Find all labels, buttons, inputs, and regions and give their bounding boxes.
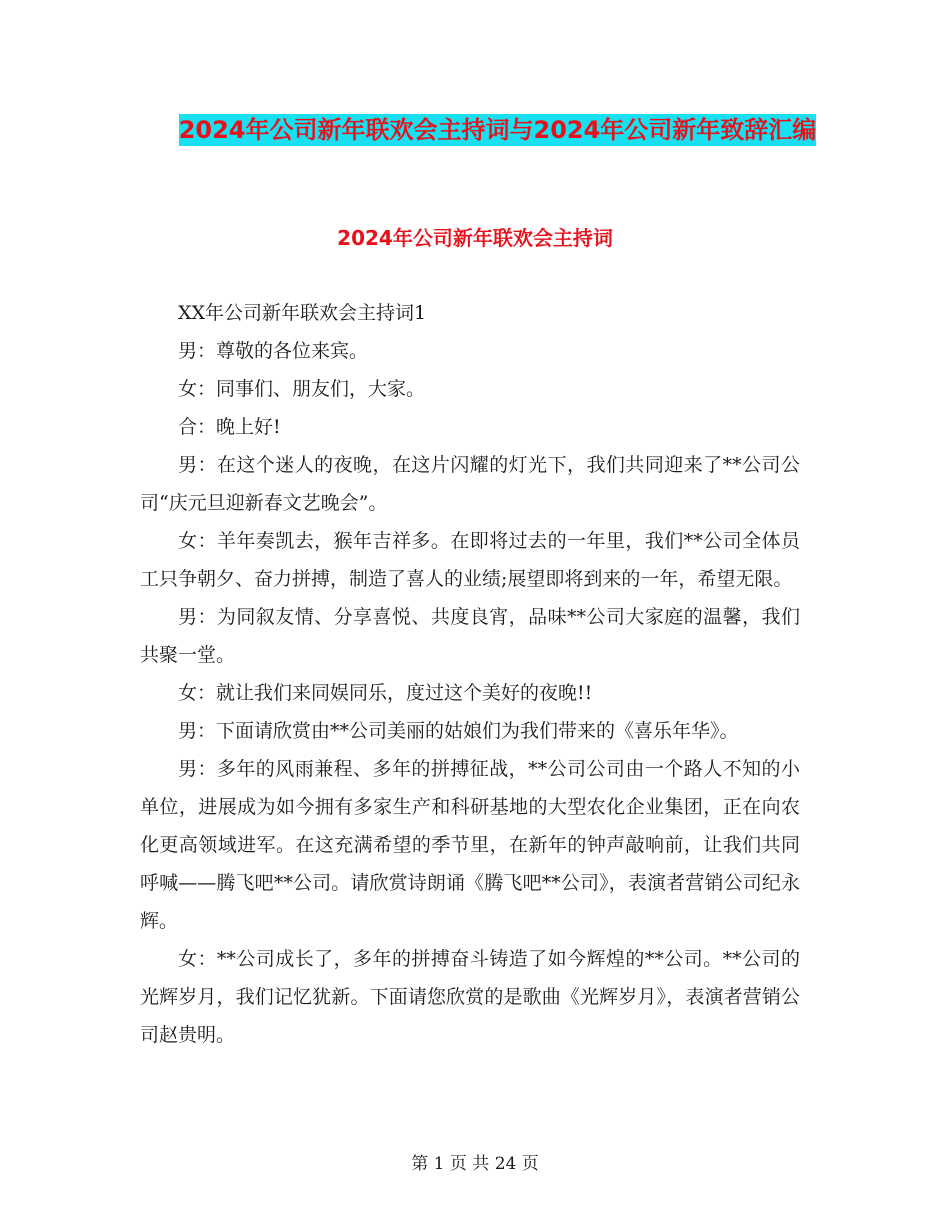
paragraph: 女：**公司成长了，多年的拼搏奋斗铸造了如今辉煌的**公司。**公司的光辉岁月，我们记忆犹新。下面请您欣赏的是歌曲《光辉岁月》，表演者营销公司赵贵明。	[140, 948, 800, 1046]
paragraph: 女：就让我们来同娱同乐，度过这个美好的夜晚!!	[178, 682, 593, 704]
paragraph: 男：多年的风雨兼程、多年的拼搏征战，**公司公司由一个路人不知的小单位，进展成为如今拥有多家生产和科研基地的大型农化企业集团，正在向农化更高领域进军。在这充满希望的季节里，在新年的钟声敲响前，让我们共同呼喊——腾飞吧**公司。请欣赏诗朗诵《腾飞吧**公司》，表演者营销公司纪永辉。	[140, 758, 800, 932]
paragraph: 男：尊敬的各位来宾。	[178, 340, 369, 362]
section-title: 2024年公司新年联欢会主持词	[337, 226, 613, 250]
paragraph: 男：下面请欣赏由**公司美丽的姑娘们为我们带来的《喜乐年华》。	[178, 720, 739, 742]
document-body	[140, 294, 800, 1054]
paragraph: 女：同事们、朋友们，大家。	[178, 378, 426, 400]
document-title-text: 2024年公司新年联欢会主持词与2024年公司新年致辞汇编	[178, 116, 817, 144]
document-title	[140, 110, 855, 150]
paragraph: 男：在这个迷人的夜晚，在这片闪耀的灯光下，我们共同迎来了**公司公司“庆元旦迎新春文艺晚会”。	[140, 454, 800, 514]
paragraph: 合：晚上好!	[178, 416, 281, 438]
paragraph: XX年公司新年联欢会主持词1	[178, 302, 427, 324]
paragraph: 女：羊年奏凯去，猴年吉祥多。在即将过去的一年里，我们**公司全体员工只争朝夕、奋力拼搏，制造了喜人的业绩;展望即将到来的一年，希望无限。	[140, 530, 800, 590]
paragraph: 男：为同叙友情、分享喜悦、共度良宵，品味**公司大家庭的温馨，我们共聚一堂。	[140, 606, 800, 666]
page-footer: 第 1 页 共 24 页	[411, 1154, 539, 1174]
